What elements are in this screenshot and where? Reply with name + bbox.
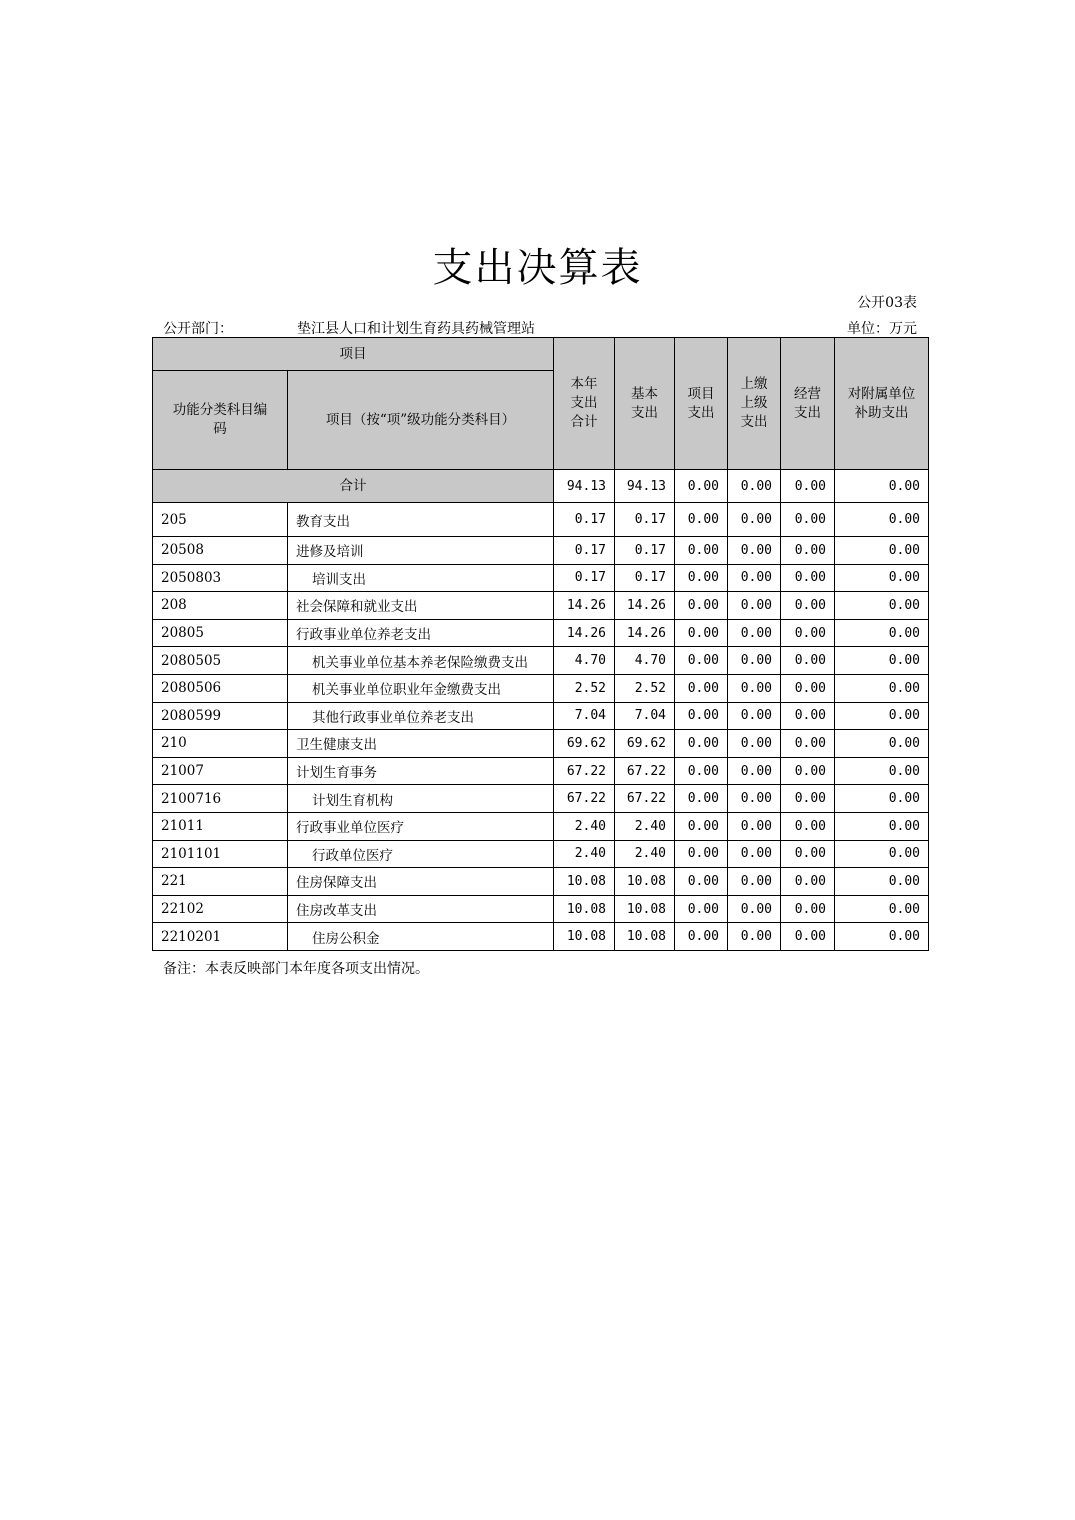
item-name-cell: 卫生健康支出 <box>288 730 554 758</box>
table-row <box>153 564 929 592</box>
amount-cell: 7.04 <box>615 702 675 730</box>
table-row <box>153 619 929 647</box>
total-cell: 94.13 <box>615 470 675 503</box>
amount-cell: 10.08 <box>615 923 675 951</box>
table-row <box>153 757 929 785</box>
amount-cell: 0.00 <box>728 537 781 565</box>
table-row <box>153 674 929 702</box>
amount-cell: 0.00 <box>675 702 728 730</box>
table-row <box>153 868 929 896</box>
amount-cell: 4.70 <box>554 647 615 675</box>
table-row <box>153 895 929 923</box>
amount-cell: 2.52 <box>554 674 615 702</box>
header-business-expenditure: 经营支出 <box>781 338 835 470</box>
item-name-cell: 培训支出 <box>288 564 554 592</box>
amount-cell: 0.00 <box>835 537 929 565</box>
amount-cell: 0.00 <box>781 730 835 758</box>
function-code-cell: 2101101 <box>153 840 288 868</box>
amount-cell: 0.17 <box>615 564 675 592</box>
amount-cell: 2.52 <box>615 674 675 702</box>
total-cell: 0.00 <box>781 470 835 503</box>
function-code-cell: 2100716 <box>153 785 288 813</box>
amount-cell: 69.62 <box>615 730 675 758</box>
amount-cell: 0.00 <box>781 840 835 868</box>
item-name-cell: 行政事业单位养老支出 <box>288 619 554 647</box>
amount-cell: 0.17 <box>554 537 615 565</box>
item-name-cell: 计划生育机构 <box>288 785 554 813</box>
amount-cell: 0.00 <box>781 702 835 730</box>
total-cell: 0.00 <box>728 470 781 503</box>
table-row <box>153 840 929 868</box>
amount-cell: 0.00 <box>675 503 728 537</box>
amount-cell: 0.00 <box>675 923 728 951</box>
amount-cell: 0.00 <box>781 537 835 565</box>
function-code-cell: 20508 <box>153 537 288 565</box>
amount-cell: 4.70 <box>615 647 675 675</box>
function-code-cell: 20805 <box>153 619 288 647</box>
amount-cell: 0.00 <box>835 840 929 868</box>
amount-cell: 0.00 <box>781 503 835 537</box>
amount-cell: 14.26 <box>554 619 615 647</box>
total-cell: 0.00 <box>675 470 728 503</box>
amount-cell: 0.00 <box>675 537 728 565</box>
amount-cell: 0.00 <box>675 895 728 923</box>
amount-cell: 0.00 <box>675 785 728 813</box>
amount-cell: 0.00 <box>835 785 929 813</box>
amount-cell: 0.00 <box>835 503 929 537</box>
unit-label: 单位：万元 <box>847 321 917 337</box>
amount-cell: 0.00 <box>728 564 781 592</box>
amount-cell: 2.40 <box>554 812 615 840</box>
header-subsidy-expenditure: 对附属单位补助支出 <box>835 338 929 470</box>
amount-cell: 0.00 <box>781 647 835 675</box>
amount-cell: 0.00 <box>728 812 781 840</box>
header-upper-payment: 上缴上级支出 <box>728 338 781 470</box>
total-label: 合计 <box>153 470 554 503</box>
amount-cell: 0.00 <box>835 730 929 758</box>
amount-cell: 0.00 <box>675 812 728 840</box>
function-code-cell: 22102 <box>153 895 288 923</box>
header-project-expenditure: 项目支出 <box>675 338 728 470</box>
item-name-cell: 社会保障和就业支出 <box>288 592 554 620</box>
function-code-cell: 205 <box>153 503 288 537</box>
amount-cell: 69.62 <box>554 730 615 758</box>
amount-cell: 0.00 <box>675 674 728 702</box>
table-row <box>153 503 929 537</box>
department-label: 公开部门： <box>163 321 233 337</box>
item-name-cell: 机关事业单位职业年金缴费支出 <box>288 674 554 702</box>
amount-cell: 67.22 <box>615 757 675 785</box>
amount-cell: 7.04 <box>554 702 615 730</box>
amount-cell: 14.26 <box>554 592 615 620</box>
amount-cell: 0.00 <box>835 619 929 647</box>
function-code-cell: 210 <box>153 730 288 758</box>
amount-cell: 0.00 <box>675 647 728 675</box>
table-row <box>153 785 929 813</box>
header-project: 项目 <box>153 338 554 371</box>
amount-cell: 0.00 <box>728 868 781 896</box>
amount-cell: 0.00 <box>728 647 781 675</box>
total-cell: 94.13 <box>554 470 615 503</box>
item-name-cell: 住房改革支出 <box>288 895 554 923</box>
amount-cell: 0.00 <box>781 619 835 647</box>
amount-cell: 0.00 <box>728 619 781 647</box>
amount-cell: 0.00 <box>728 503 781 537</box>
item-name-cell: 机关事业单位基本养老保险缴费支出 <box>288 647 554 675</box>
function-code-cell: 208 <box>153 592 288 620</box>
amount-cell: 67.22 <box>615 785 675 813</box>
page-title: 支出决算表 <box>432 245 643 291</box>
amount-cell: 0.00 <box>835 895 929 923</box>
function-code-cell: 2050803 <box>153 564 288 592</box>
amount-cell: 0.00 <box>728 785 781 813</box>
function-code-cell: 21011 <box>153 812 288 840</box>
total-row <box>153 470 929 503</box>
amount-cell: 0.00 <box>675 592 728 620</box>
amount-cell: 0.00 <box>675 619 728 647</box>
amount-cell: 0.00 <box>728 592 781 620</box>
amount-cell: 0.00 <box>728 757 781 785</box>
amount-cell: 0.00 <box>728 840 781 868</box>
department-name: 垫江县人口和计划生育药具药械管理站 <box>297 321 535 337</box>
amount-cell: 0.00 <box>835 702 929 730</box>
function-code-cell: 2080599 <box>153 702 288 730</box>
amount-cell: 0.00 <box>835 564 929 592</box>
amount-cell: 10.08 <box>554 895 615 923</box>
amount-cell: 0.00 <box>728 702 781 730</box>
table-row <box>153 647 929 675</box>
amount-cell: 0.00 <box>781 674 835 702</box>
amount-cell: 0.00 <box>781 564 835 592</box>
amount-cell: 0.00 <box>728 730 781 758</box>
amount-cell: 10.08 <box>554 923 615 951</box>
amount-cell: 0.00 <box>675 757 728 785</box>
amount-cell: 2.40 <box>615 840 675 868</box>
header-item-name: 项目（按“项”级功能分类科目） <box>288 371 554 470</box>
amount-cell: 10.08 <box>554 868 615 896</box>
item-name-cell: 住房保障支出 <box>288 868 554 896</box>
item-name-cell: 其他行政事业单位养老支出 <box>288 702 554 730</box>
amount-cell: 0.00 <box>781 592 835 620</box>
amount-cell: 0.00 <box>675 840 728 868</box>
amount-cell: 0.00 <box>728 923 781 951</box>
amount-cell: 0.00 <box>781 923 835 951</box>
amount-cell: 0.00 <box>835 812 929 840</box>
amount-cell: 67.22 <box>554 757 615 785</box>
form-number: 公开03表 <box>857 295 917 311</box>
amount-cell: 2.40 <box>554 840 615 868</box>
expenditure-table <box>152 337 929 951</box>
amount-cell: 0.00 <box>835 923 929 951</box>
table-row <box>153 702 929 730</box>
amount-cell: 0.00 <box>675 730 728 758</box>
header-basic-expenditure: 基本支出 <box>615 338 675 470</box>
amount-cell: 0.00 <box>835 868 929 896</box>
header-function-code: 功能分类科目编码 <box>153 371 288 470</box>
table-row <box>153 923 929 951</box>
amount-cell: 2.40 <box>615 812 675 840</box>
table-row <box>153 812 929 840</box>
function-code-cell: 2080505 <box>153 647 288 675</box>
amount-cell: 14.26 <box>615 619 675 647</box>
function-code-cell: 21007 <box>153 757 288 785</box>
table-row <box>153 592 929 620</box>
amount-cell: 0.00 <box>675 868 728 896</box>
table-row <box>153 537 929 565</box>
amount-cell: 0.00 <box>835 674 929 702</box>
amount-cell: 0.00 <box>675 564 728 592</box>
item-name-cell: 住房公积金 <box>288 923 554 951</box>
item-name-cell: 进修及培训 <box>288 537 554 565</box>
amount-cell: 0.00 <box>835 592 929 620</box>
amount-cell: 67.22 <box>554 785 615 813</box>
amount-cell: 10.08 <box>615 895 675 923</box>
function-code-cell: 2080506 <box>153 674 288 702</box>
amount-cell: 0.00 <box>835 757 929 785</box>
function-code-cell: 2210201 <box>153 923 288 951</box>
amount-cell: 0.00 <box>781 757 835 785</box>
item-name-cell: 教育支出 <box>288 503 554 537</box>
item-name-cell: 行政事业单位医疗 <box>288 812 554 840</box>
amount-cell: 0.17 <box>615 537 675 565</box>
amount-cell: 0.00 <box>781 895 835 923</box>
item-name-cell: 计划生育事务 <box>288 757 554 785</box>
amount-cell: 0.00 <box>781 868 835 896</box>
header-total-expenditure: 本年支出合计 <box>554 338 615 470</box>
amount-cell: 0.17 <box>554 564 615 592</box>
amount-cell: 0.17 <box>615 503 675 537</box>
amount-cell: 0.00 <box>728 895 781 923</box>
amount-cell: 0.17 <box>554 503 615 537</box>
table-row <box>153 730 929 758</box>
amount-cell: 14.26 <box>615 592 675 620</box>
footnote: 备注：本表反映部门本年度各项支出情况。 <box>163 961 429 977</box>
item-name-cell: 行政单位医疗 <box>288 840 554 868</box>
amount-cell: 0.00 <box>781 785 835 813</box>
amount-cell: 0.00 <box>835 647 929 675</box>
function-code-cell: 221 <box>153 868 288 896</box>
total-cell: 0.00 <box>835 470 929 503</box>
amount-cell: 10.08 <box>615 868 675 896</box>
amount-cell: 0.00 <box>728 674 781 702</box>
amount-cell: 0.00 <box>781 812 835 840</box>
